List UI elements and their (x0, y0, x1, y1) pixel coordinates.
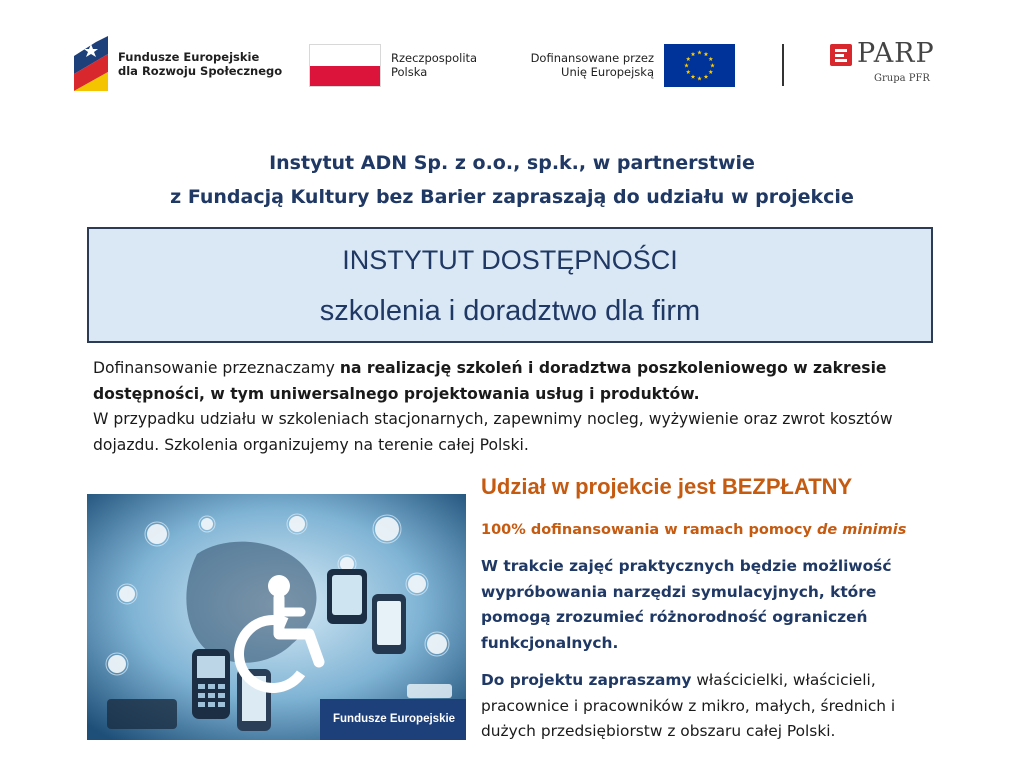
eu-flag-icon (664, 44, 735, 87)
intro-paragraph-2: W przypadku udziału w szkoleniach stacjonarnych, zapewnimy nocleg, wyżywienie oraz zwrot kosztów dojazdu. Szkolenia organizujemy na terenie całej Polski. (93, 410, 893, 454)
rzeczpospolita-label: Rzeczpospolita Polska (391, 51, 478, 79)
eu-funding-label: Dofinansowane przez Unię Europejską (530, 51, 654, 79)
logo-bar (0, 0, 1024, 120)
fundusze-europejskie-badge: Fundusze Europejskie (320, 699, 466, 740)
logo-divider (782, 44, 784, 86)
heading-line-2: z Fundacją Kultury bez Barier zapraszają do udziału w projekcie (170, 186, 854, 208)
free-participation-heading: Udział w projekcie jest BEZPŁATNY (481, 474, 853, 499)
accessibility-illustration (87, 494, 466, 740)
funding-percentage-note: 100% dofinansowania w ramach pomocy de minimis (481, 522, 907, 538)
project-title: INSTYTUT DOSTĘPNOŚCI (342, 245, 678, 275)
polish-flag-icon (309, 44, 381, 87)
fundusze-europejskie-label: Fundusze Europejskie dla Rozwoju Społecznego (118, 50, 283, 78)
parp-subtitle: Grupa PFR (874, 73, 930, 84)
invitation-heading (0, 146, 1024, 214)
project-title-box (87, 227, 933, 343)
invitation-text: Do projektu zapraszamy właścicielki, właścicieli, pracownice i pracowników z mikro, małych, średnich i dużych przedsiębiorstw z obszaru całej Polski. (481, 671, 896, 740)
parp-name: PARP (857, 38, 935, 69)
fundusze-europejskie-logo (74, 36, 108, 91)
project-subtitle: szkolenia i doradztwo dla firm (319, 295, 701, 327)
practical-classes-text: W trakcie zajęć praktycznych będzie możliwość wypróbowania narzędzi symulacyjnych, które pomogą zrozumieć różnorodność ograniczeń funkcjonalnych. (481, 557, 892, 652)
parp-mark-icon (830, 44, 852, 66)
heading-line-1: Instytut ADN Sp. z o.o., sp.k., w partnerstwie (269, 152, 755, 174)
right-column (481, 474, 951, 740)
intro-paragraph-1: Dofinansowanie przeznaczamy na realizację szkoleń i doradztwa poszkoleniowego w zakresie dostępności, w tym uniwersalnego projektowania usług i produktów. (93, 359, 887, 403)
intro-text (93, 356, 943, 458)
